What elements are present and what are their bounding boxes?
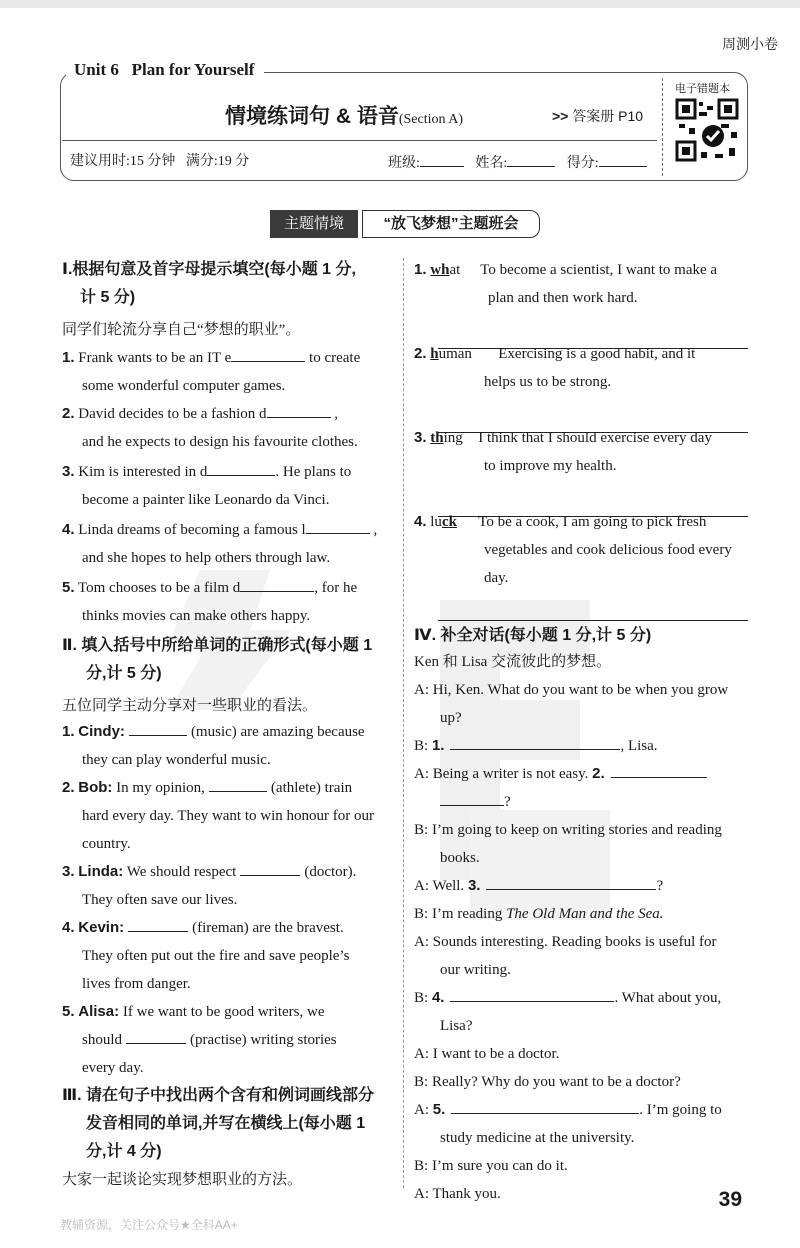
dlg-line-1-cont: up?	[440, 710, 462, 726]
dlg-speaker: A:	[414, 1102, 429, 1118]
dlg-line-3	[414, 760, 750, 788]
dlg-q1-after: , Lisa.	[620, 738, 658, 754]
dlg-line-11	[414, 1096, 750, 1124]
unit-title: Unit 6 Plan for Yourself	[66, 60, 264, 80]
s2-q4	[62, 914, 397, 998]
s1-q4-text-a: Linda dreams of becoming a famous l	[78, 522, 306, 538]
dlg-q1-num: 1.	[431, 737, 445, 754]
dlg-book-title: The Old Man and the Sea.	[506, 906, 664, 922]
s1-q1-text-b: to create	[309, 350, 361, 366]
s3-q4-word-start: lu	[430, 514, 442, 530]
dlg-speaker: A:	[414, 682, 429, 698]
s3-q4-answer[interactable]	[438, 604, 748, 621]
dlg-line-4-cont: books.	[440, 850, 480, 866]
s2-q5-text-c: every day.	[82, 1060, 144, 1076]
dlg-line-1	[414, 676, 750, 704]
s1-q4	[62, 516, 397, 572]
s2-q4-num: 4.	[62, 919, 75, 936]
section3-heading-line1: Ⅲ. 请在句子中找出两个含有和例词画线部分	[62, 1087, 375, 1104]
s1-q1-text-c: some wonderful computer games.	[82, 378, 286, 394]
s2-q1-text-c: they can play wonderful music.	[82, 752, 271, 768]
dlg-q5-blank[interactable]	[451, 1097, 639, 1114]
section-title	[225, 100, 463, 130]
qr-code-icon[interactable]	[675, 98, 739, 162]
s3-q4	[414, 508, 749, 621]
s3-q1-word-rest: at	[449, 262, 461, 278]
dlg-speaker: B:	[414, 1074, 429, 1090]
s3-q2-word-underlined: h	[430, 346, 439, 362]
dlg-q2-after: ?	[504, 794, 511, 810]
header-divider	[62, 140, 657, 141]
dlg-speaker: A:	[414, 766, 429, 782]
s1-q1-text-a: Frank wants to be an IT e	[78, 350, 232, 366]
s2-q1-hint: (music) are amazing because	[190, 724, 365, 740]
s1-q4-text-b: ,	[373, 522, 378, 538]
class-field[interactable]	[420, 150, 464, 167]
section2-heading-line1: Ⅱ. 填入括号中所给单词的正确形式(每小题 1	[62, 637, 373, 654]
s3-q2-word-rest: uman	[438, 346, 472, 362]
theme-label: 主题情境	[270, 210, 358, 238]
qr-label: 电子错题本	[675, 83, 730, 95]
s1-q5-text-a: Tom chooses to be a film d	[78, 580, 241, 596]
dlg-speaker: B:	[414, 990, 429, 1006]
dlg-q2-blank-cont[interactable]	[440, 789, 504, 806]
dlg-text: Really? Why do you want to be a doctor?	[431, 1074, 681, 1090]
s1-q2-num: 2.	[62, 405, 75, 422]
s2-q2-num: 2.	[62, 779, 75, 796]
section1-intro: 同学们轮流分享自己“梦想的职业”。	[62, 322, 301, 338]
dlg-q4-blank[interactable]	[450, 985, 614, 1002]
s1-q3-blank[interactable]	[207, 459, 275, 476]
dlg-q4-after: . What about you,	[614, 990, 722, 1006]
s2-q3-num: 3.	[62, 863, 75, 880]
section2-intro: 五位同学主动分享对一些职业的看法。	[62, 698, 318, 714]
dlg-q3-num: 3.	[467, 877, 481, 894]
s3-q4-line1: To be a cook, I am going to pick fresh	[478, 514, 707, 530]
s1-q3-text-c: become a painter like Leonardo da Vinci.	[82, 492, 330, 508]
page-tag: 周测小卷	[722, 36, 778, 52]
s3-q1-word-underlined: wh	[430, 262, 450, 278]
s2-q1-blank[interactable]	[129, 719, 187, 736]
dlg-q3-blank[interactable]	[486, 873, 656, 890]
dlg-line-8-cont: Lisa?	[440, 1018, 473, 1034]
s1-q2-blank[interactable]	[267, 401, 331, 418]
s2-q5-num: 5.	[62, 1003, 75, 1020]
dlg-line-5	[414, 872, 750, 900]
dialogue	[414, 676, 750, 1208]
section1-heading-line2: 计 5 分)	[80, 289, 136, 306]
dlg-speaker: B:	[414, 822, 429, 838]
dlg-line-6	[414, 900, 750, 928]
s2-q2	[62, 774, 397, 858]
name-label: 姓名:	[475, 156, 508, 171]
s1-q2	[62, 400, 397, 456]
s1-q2-text-a: David decides to be a fashion d	[78, 406, 267, 422]
suggest-time: 建议用时:15 分钟 满分:19 分	[70, 154, 250, 169]
s3-q3-word-underlined: th	[430, 430, 444, 446]
dlg-q1-blank[interactable]	[450, 733, 620, 750]
s1-q3	[62, 458, 397, 514]
dlg-line-3-cont	[414, 788, 750, 816]
section-title-text: 情境练词句 & 语音	[225, 105, 399, 128]
dlg-speaker: B:	[414, 738, 429, 754]
s1-q4-num: 4.	[62, 521, 75, 538]
dlg-q5-num: 5.	[432, 1101, 446, 1118]
dlg-q3-after: ?	[656, 878, 664, 894]
dlg-line-11-cont: study medicine at the university.	[440, 1130, 635, 1146]
dlg-q2-blank[interactable]	[611, 761, 707, 778]
s2-q1-speaker: Cindy:	[78, 723, 125, 740]
section4-intro: Ken 和 Lisa 交流彼此的梦想。	[414, 654, 612, 670]
s3-q4-word-underlined: ck	[441, 514, 457, 530]
s3-q4-word	[430, 508, 478, 536]
s3-q4-num: 4.	[414, 513, 427, 530]
s1-q3-text-a: Kim is interested in d	[78, 464, 208, 480]
s1-q2-text-b: ,	[334, 406, 339, 422]
answer-ref	[552, 106, 643, 126]
s2-q3-pre: We should respect	[126, 864, 237, 880]
s1-q5-num: 5.	[62, 579, 75, 596]
dlg-q2-num: 2.	[592, 765, 605, 782]
s2-q1	[62, 718, 397, 774]
s1-q4-text-c: and she hopes to help others through law.	[82, 550, 331, 566]
s2-q4-hint: (fireman) are the bravest.	[192, 920, 344, 936]
page-number: 39	[718, 1188, 742, 1211]
top-band	[0, 0, 800, 8]
s2-q5-pre2: should	[82, 1032, 123, 1048]
dlg-speaker: B:	[414, 906, 429, 922]
s1-q5-blank[interactable]	[240, 575, 314, 592]
s1-q3-num: 3.	[62, 463, 75, 480]
s1-q5-text-b: , for he	[314, 580, 358, 596]
s2-q3-blank[interactable]	[240, 859, 300, 876]
s1-q1	[62, 344, 397, 400]
s3-q2-num: 2.	[414, 345, 427, 362]
s3-q4-line3: day.	[484, 570, 509, 586]
s1-q3-text-b: . He plans to	[275, 464, 352, 480]
s2-q2-hint: (athlete) train	[270, 780, 353, 796]
s2-q4-text-c: They often put out the fire and save people’s	[82, 948, 350, 964]
s1-q5	[62, 574, 397, 630]
s3-q4-line2: vegetables and cook delicious food every	[484, 542, 732, 558]
s2-q5	[62, 998, 397, 1082]
s3-q2-word	[430, 340, 498, 368]
s2-q5-blank[interactable]	[126, 1027, 186, 1044]
s3-q1-word	[430, 256, 480, 284]
s1-q1-blank[interactable]	[231, 345, 305, 362]
dlg-text: Well.	[432, 878, 465, 894]
dlg-line-8	[414, 984, 750, 1012]
section2-heading	[62, 632, 397, 688]
s3-q3-line2: to improve my health.	[484, 458, 617, 474]
score-field[interactable]	[599, 150, 647, 167]
name-field[interactable]	[507, 150, 555, 167]
dlg-line-12	[414, 1152, 750, 1180]
column-divider	[403, 258, 404, 1188]
s3-q3-line1: I think that I should exercise every day	[478, 430, 712, 446]
s2-q4-text-d: lives from danger.	[82, 976, 191, 992]
s3-q3	[414, 424, 749, 517]
s2-q4-speaker: Kevin:	[78, 919, 125, 936]
section3-heading	[62, 1082, 397, 1166]
s2-q2-blank[interactable]	[209, 775, 267, 792]
s1-q2-text-c: and he expects to design his favourite clothes.	[82, 434, 358, 450]
section2-heading-line2: 分,计 5 分)	[86, 665, 162, 682]
s1-q5-text-c: thinks movies can make others happy.	[82, 608, 311, 624]
footer-note: 教辅资源，关注公众号★全科AA+	[60, 1218, 238, 1232]
s2-q3-text-c: They often save our lives.	[82, 892, 238, 908]
s3-q3-word-rest: ing	[443, 430, 463, 446]
s3-q2-line1: Exercising is a good habit, and it	[498, 346, 696, 362]
s3-q1-line2: plan and then work hard.	[488, 290, 638, 306]
section-title-sub: (Section A)	[398, 112, 463, 127]
dlg-text: Thank you.	[432, 1186, 501, 1202]
dlg-line-2	[414, 732, 750, 760]
s1-q4-blank[interactable]	[306, 517, 370, 534]
s2-q2-speaker: Bob:	[78, 779, 113, 796]
theme-name: “放飞梦想”主题班会	[362, 210, 540, 238]
qr-panel	[662, 78, 745, 176]
dlg-q4-num: 4.	[431, 989, 445, 1006]
section3-heading-line2: 发音相同的单词,并写在横线上(每小题 1	[86, 1115, 366, 1132]
dlg-speaker: A:	[414, 934, 429, 950]
fill-fields	[388, 150, 647, 172]
dlg-line-7	[414, 928, 750, 956]
s1-q1-num: 1.	[62, 349, 75, 366]
s2-q4-blank[interactable]	[128, 915, 188, 932]
dlg-line-4	[414, 816, 750, 844]
dlg-line-10	[414, 1068, 750, 1096]
dlg-text: I’m sure you can do it.	[431, 1158, 568, 1174]
dlg-text: I’m going to keep on writing stories and reading	[431, 822, 722, 838]
s2-q2-pre: In my opinion,	[116, 780, 205, 796]
s2-q2-text-d: country.	[82, 836, 131, 852]
section3-intro: 大家一起谈论实现梦想职业的方法。	[62, 1172, 303, 1188]
dlg-text: Hi, Ken. What do you want to be when you grow	[432, 682, 729, 698]
dlg-speaker: A:	[414, 1046, 429, 1062]
dlg-speaker: A:	[414, 878, 429, 894]
s2-q1-num: 1.	[62, 723, 75, 740]
s2-q2-text-c: hard every day. They want to win honour for our	[82, 808, 375, 824]
s2-q3-speaker: Linda:	[78, 863, 124, 880]
dlg-text: I want to be a doctor.	[432, 1046, 560, 1062]
s2-q3-hint: (doctor).	[304, 864, 357, 880]
dlg-text: Sounds interesting. Reading books is useful for	[432, 934, 717, 950]
s3-q1-num: 1.	[414, 261, 427, 278]
dlg-text: I’m reading	[431, 906, 503, 922]
double-chevron-icon: >>	[552, 108, 569, 124]
s3-q1	[414, 256, 749, 349]
s2-q3	[62, 858, 397, 914]
section3-heading-line3: 分,计 4 分)	[86, 1143, 162, 1160]
dlg-line-9	[414, 1040, 750, 1068]
dlg-q5-after: . I’m going to	[639, 1102, 722, 1118]
dlg-speaker: A:	[414, 1186, 429, 1202]
section1-heading	[62, 256, 397, 312]
s3-q3-num: 3.	[414, 429, 427, 446]
dlg-speaker: B:	[414, 1158, 429, 1174]
dlg-text: Being a writer is not easy.	[432, 766, 589, 782]
s2-q5-hint: (practise) writing stories	[190, 1032, 337, 1048]
s2-q5-pre: If we want to be good writers, we	[122, 1004, 325, 1020]
dlg-line-7-cont: our writing.	[440, 962, 511, 978]
s3-q1-line1: To become a scientist, I want to make a	[480, 262, 718, 278]
s2-q5-speaker: Alisa:	[78, 1003, 120, 1020]
s3-q2	[414, 340, 749, 433]
section1-heading-line1: Ⅰ.根据句意及首字母提示填空(每小题 1 分,	[62, 261, 356, 278]
s3-q3-word	[430, 424, 478, 452]
dlg-line-13	[414, 1180, 750, 1208]
score-label: 得分:	[566, 156, 599, 171]
class-label: 班级:	[388, 156, 420, 171]
section4-heading: Ⅳ. 补全对话(每小题 1 分,计 5 分)	[414, 627, 652, 644]
answer-ref-text: 答案册 P10	[572, 108, 644, 124]
s3-q2-line2: helps us to be strong.	[484, 374, 612, 390]
